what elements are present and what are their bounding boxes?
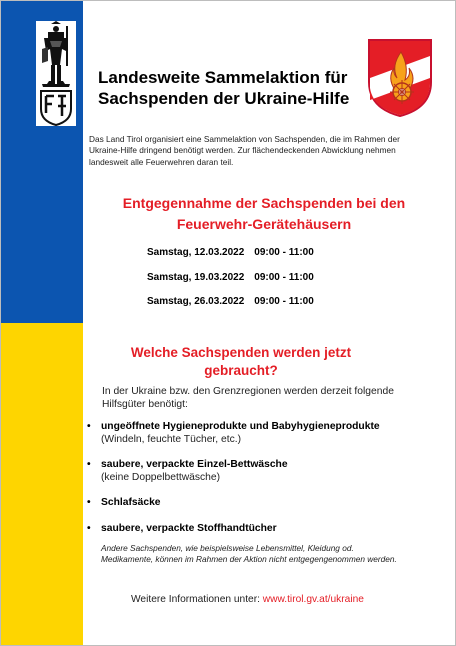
list-item [87, 522, 427, 535]
ukraine-flag-yellow-stripe [1, 323, 83, 645]
needed-items-heading-line-1: Welche Sachspenden werden jetzt [130, 345, 352, 360]
footer-text: Weitere Informationen unter: [131, 594, 263, 605]
info-link[interactable]: www.tirol.gv.at/ukraine [262, 594, 364, 605]
note-paragraph: Andere Sachspenden, wie beispielsweise Lebensmittel, Kleidung od. Medikamente, können im Rahmen der Aktion nicht entgegengenommen werden. [101, 543, 397, 564]
item-main: saubere, verpackte Stoffhandtücher [101, 523, 277, 534]
date-row [147, 247, 314, 272]
date-time: 09:00 - 11:00 [254, 271, 314, 283]
needed-items-list [87, 420, 427, 535]
date-day: Samstag, 26.03.2022 [147, 296, 245, 307]
list-item [87, 496, 427, 509]
collection-heading [89, 193, 439, 235]
item-main: ungeöffnete Hygieneprodukte und Babyhygieneprodukte [101, 421, 380, 432]
fire-brigade-emblem-logo [367, 38, 433, 118]
item-sub: (Windeln, feuchte Tücher, etc.) [101, 434, 242, 445]
bullet-icon: • [87, 459, 91, 470]
list-item [87, 458, 427, 484]
list-item [87, 420, 427, 446]
collection-heading-line-2: Feuerwehr-Gerätehäusern [176, 216, 352, 232]
needed-items-heading [116, 344, 366, 380]
page-title [98, 67, 358, 109]
needs-intro-text: In der Ukraine bzw. den Grenzregionen werden derzeit folgende Hilfsgüter benötigt: [102, 386, 394, 410]
date-row [147, 272, 314, 297]
collection-dates [147, 247, 314, 321]
item-main: saubere, verpackte Einzel-Bettwäsche [101, 459, 288, 470]
date-time: 09:00 - 11:00 [254, 296, 314, 307]
date-day: Samstag, 12.03.2022 [147, 247, 245, 258]
footer [131, 594, 364, 605]
item-main: Schlafsäcke [101, 497, 161, 508]
date-row [147, 296, 314, 321]
needed-items-heading-line-2: gebraucht? [204, 363, 278, 378]
title-line-2: Sachspenden der Ukraine-Hilfe [98, 89, 350, 108]
bullet-icon: • [87, 421, 91, 432]
bullet-icon: • [87, 497, 91, 508]
bullet-icon: • [87, 523, 91, 534]
collection-heading-line-1: Entgegennahme der Sachspenden bei den [122, 195, 406, 211]
intro-paragraph: Das Land Tirol organisiert eine Sammelaktion von Sachspenden, die im Rahmen der Ukraine-Hilfe dringend benötigt werden. Zur flächendeckenden Abwicklung nehmen landesweit alle Feuerwehren daran teil. [89, 134, 400, 167]
date-day: Samstag, 19.03.2022 [147, 271, 245, 283]
item-sub: (keine Doppelbettwäsche) [101, 472, 221, 483]
title-line-1: Landesweite Sammelaktion für [98, 68, 348, 87]
date-time: 09:00 - 11:00 [254, 247, 314, 258]
tirol-coat-of-arms-logo [36, 21, 76, 126]
